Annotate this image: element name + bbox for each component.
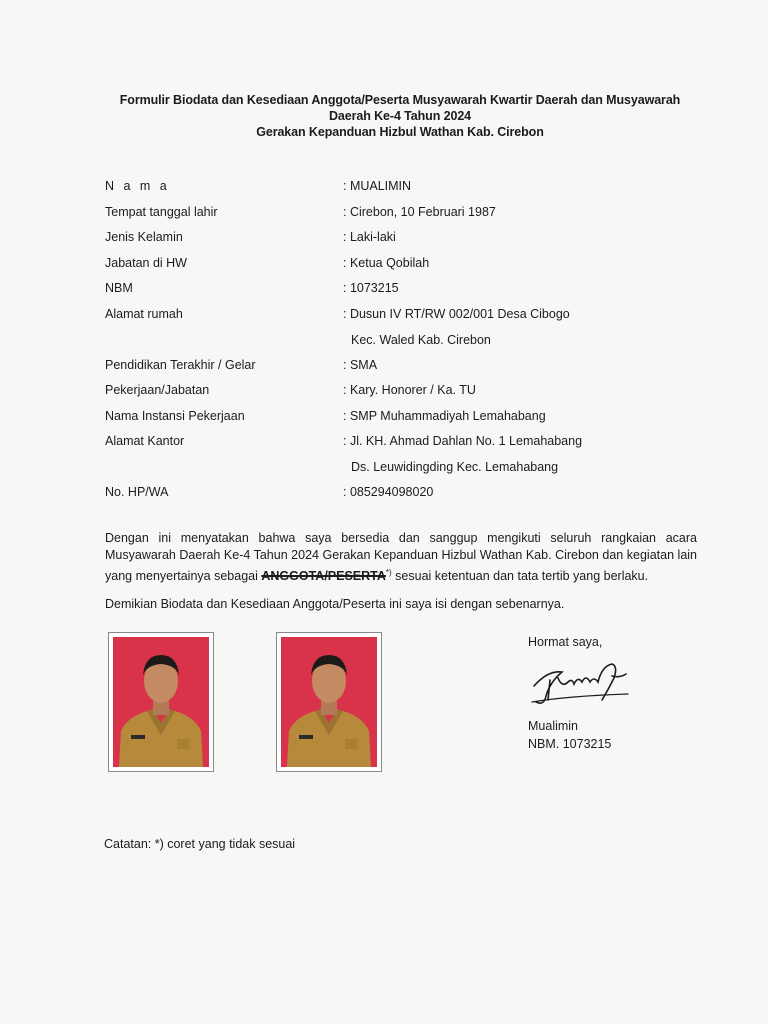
field-row-ttl (105, 204, 705, 230)
field-label-pendidikan: Pendidikan Terakhir / Gelar (105, 357, 256, 372)
footnote: Catatan: *) coret yang tidak sesuai (104, 837, 296, 851)
form-title (90, 92, 710, 140)
biodata-fields (105, 178, 705, 510)
field-row-nbm (105, 280, 705, 306)
field-label-jabatan-hw: Jabatan di HW (105, 255, 187, 270)
field-value-ttl: : Cirebon, 10 Februari 1987 (343, 204, 496, 219)
field-row-instansi (105, 408, 705, 434)
field-label-ttl: Tempat tanggal lahir (105, 204, 218, 219)
title-line-1: Formulir Biodata dan Kesediaan Anggota/Peserta Musyawarah Kwartir Daerah dan Musyawarah (119, 93, 681, 107)
field-label-nama: N a m a (105, 179, 170, 193)
signer-name: Mualimin (528, 719, 579, 733)
field-value-alamat-rumah-line1: : Dusun IV RT/RW 002/001 Desa Cibogo (343, 306, 570, 321)
field-value-nama: : MUALIMIN (343, 179, 412, 193)
field-value-alamat-rumah (343, 306, 703, 348)
field-label-nbm: NBM (105, 281, 133, 295)
field-value-instansi: : SMP Muhammadiyah Lemahabang (343, 408, 546, 423)
declaration-paragraph (105, 530, 697, 585)
field-value-nbm: : 1073215 (343, 281, 399, 295)
field-row-hp (105, 484, 705, 510)
field-label-instansi: Nama Instansi Pekerjaan (105, 408, 245, 423)
signature-greeting: Hormat saya, (528, 635, 603, 649)
photo-1-image (113, 637, 209, 767)
field-label-pekerjaan: Pekerjaan/Jabatan (105, 383, 210, 397)
field-row-alamat-rumah (105, 306, 705, 357)
field-value-hp: : 085294098020 (343, 485, 434, 499)
field-value-alamat-rumah-line2: Kec. Waled Kab. Cirebon (351, 332, 491, 347)
field-row-jabatan-hw (105, 255, 705, 281)
field-label-jenis-kelamin: Jenis Kelamin (105, 230, 183, 244)
passport-photo-2 (276, 632, 382, 772)
signer-nbm: NBM. 1073215 (528, 737, 612, 751)
struck-role-text: ANGGOTA/PESERTA (261, 569, 386, 584)
field-value-pendidikan: : SMA (343, 357, 378, 372)
declaration-text-before: Dengan ini menyatakan bahwa saya bersedia dan sanggup mengikuti seluruh rangkaian acara Musyawarah Daerah Ke-4 Tahun 2024 Gerakan Kepanduan Hizbul Wathan Kab. Cirebon dan kegiatan lain yang menyertainya sebagai (105, 531, 697, 584)
field-value-pekerjaan: : Kary. Honorer / Ka. TU (343, 383, 476, 397)
field-label-alamat-kantor: Alamat Kantor (105, 434, 185, 448)
field-value-jabatan-hw: : Ketua Qobilah (343, 255, 430, 270)
closing-statement: Demikian Biodata dan Kesediaan Anggota/Peserta ini saya isi dengan sebenarnya. (105, 597, 565, 611)
field-row-pendidikan (105, 357, 705, 383)
field-row-jenis-kelamin (105, 229, 705, 255)
declaration-text-after: sesuai ketentuan dan tata tertib yang berlaku. (391, 569, 649, 584)
field-label-alamat-rumah: Alamat rumah (105, 306, 183, 321)
photo-2-image (281, 637, 377, 767)
footnote-mark: *) (385, 568, 392, 577)
field-row-alamat-kantor (105, 433, 705, 484)
field-value-jenis-kelamin: : Laki-laki (343, 230, 396, 244)
handwritten-signature (528, 656, 638, 712)
passport-photo-1 (108, 632, 214, 772)
field-row-nama (105, 178, 705, 204)
field-value-alamat-kantor (343, 433, 703, 475)
field-value-alamat-kantor-line2: Ds. Leuwidingding Kec. Lemahabang (351, 460, 559, 474)
field-label-hp: No. HP/WA (105, 485, 169, 499)
field-row-pekerjaan (105, 382, 705, 408)
field-value-alamat-kantor-line1: : Jl. KH. Ahmad Dahlan No. 1 Lemahabang (343, 434, 583, 448)
title-line-3: Gerakan Kepanduan Hizbul Wathan Kab. Cirebon (256, 125, 544, 139)
title-line-2: Daerah Ke-4 Tahun 2024 (328, 109, 472, 123)
